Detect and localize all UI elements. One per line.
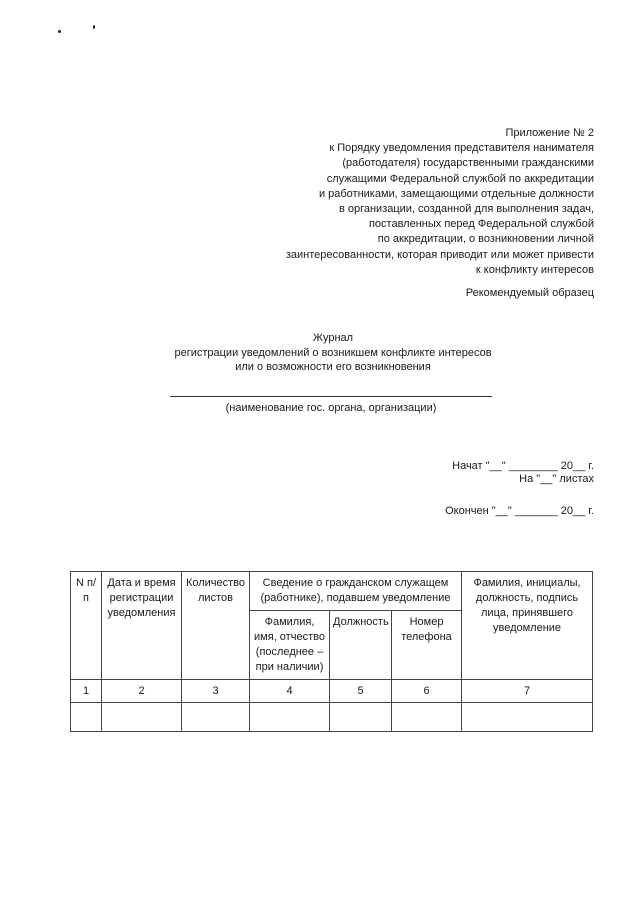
header-cell-receiver: Фамилия, инициалы, должность, подпись лица, принявшего уведомление xyxy=(462,572,593,680)
scan-speck xyxy=(93,25,95,29)
header-cell-employee-info: Сведение о гражданском служащем (работнике), подавшем уведомление xyxy=(250,572,462,611)
appendix-line: служащими Федеральной службой по аккредитации xyxy=(326,172,594,185)
journal-heading xyxy=(0,331,640,375)
organization-caption: (наименование гос. органа, организации) xyxy=(225,402,437,414)
started-date: Начат "__" ________ 20__ г. xyxy=(452,460,594,472)
header-cell-date: Дата и время регистрации уведомления xyxy=(102,572,182,680)
table-header-row xyxy=(71,572,593,611)
appendix-line: (работодателя) государственными гражданскими xyxy=(342,157,594,170)
table-row-empty xyxy=(71,703,593,732)
journal-title: Журнал xyxy=(312,332,354,344)
empty-cell xyxy=(330,703,392,732)
empty-cell xyxy=(250,703,330,732)
empty-cell xyxy=(462,703,593,732)
journal-subtitle: регистрации уведомлений о возникшем конфликте интересов xyxy=(174,346,492,359)
ended-date: Окончен "__" _______ 20__ г. xyxy=(445,505,594,517)
appendix-block xyxy=(264,126,594,278)
column-number-cell: 1 xyxy=(71,680,102,703)
header-cell-number: N п/п xyxy=(71,572,102,680)
appendix-line: по аккредитации, о возникновении личной xyxy=(377,233,594,246)
recommended-sample-note: Рекомендуемый образец xyxy=(465,287,594,299)
journal-subtitle: или о возможности его возникновения xyxy=(235,361,431,373)
header-cell-sheets: Количество листов xyxy=(182,572,250,680)
empty-cell xyxy=(71,703,102,732)
appendix-line: Приложение № 2 xyxy=(505,127,594,139)
column-number-cell: 2 xyxy=(102,680,182,703)
empty-cell xyxy=(102,703,182,732)
empty-cell xyxy=(392,703,462,732)
column-number-cell: 6 xyxy=(392,680,462,703)
header-cell-full-name: Фамилия, имя, отчество (последнее – при наличии) xyxy=(250,611,330,680)
appendix-line: к Порядку уведомления представителя нанимателя xyxy=(329,142,594,155)
registration-table xyxy=(70,571,593,732)
column-number-cell: 7 xyxy=(462,680,593,703)
sheet-count: На "__" листах xyxy=(519,473,594,485)
appendix-line: поставленных перед Федеральной службой xyxy=(368,218,594,231)
appendix-line: в организации, созданной для выполнения задач, xyxy=(338,203,594,216)
table-row-column-numbers xyxy=(71,680,593,703)
empty-cell xyxy=(182,703,250,732)
appendix-line: и работниками, замещающими отдельные должности xyxy=(318,187,594,200)
header-cell-position: Должность xyxy=(330,611,392,680)
appendix-line: заинтересованности, которая приводит или может привести xyxy=(285,248,594,261)
column-number-cell: 4 xyxy=(250,680,330,703)
organization-fill-line xyxy=(170,396,492,397)
header-cell-phone: Номер телефона xyxy=(392,611,462,680)
column-number-cell: 5 xyxy=(330,680,392,703)
column-number-cell: 3 xyxy=(182,680,250,703)
appendix-line: к конфликту интересов xyxy=(475,263,594,276)
scan-speck xyxy=(58,30,61,33)
